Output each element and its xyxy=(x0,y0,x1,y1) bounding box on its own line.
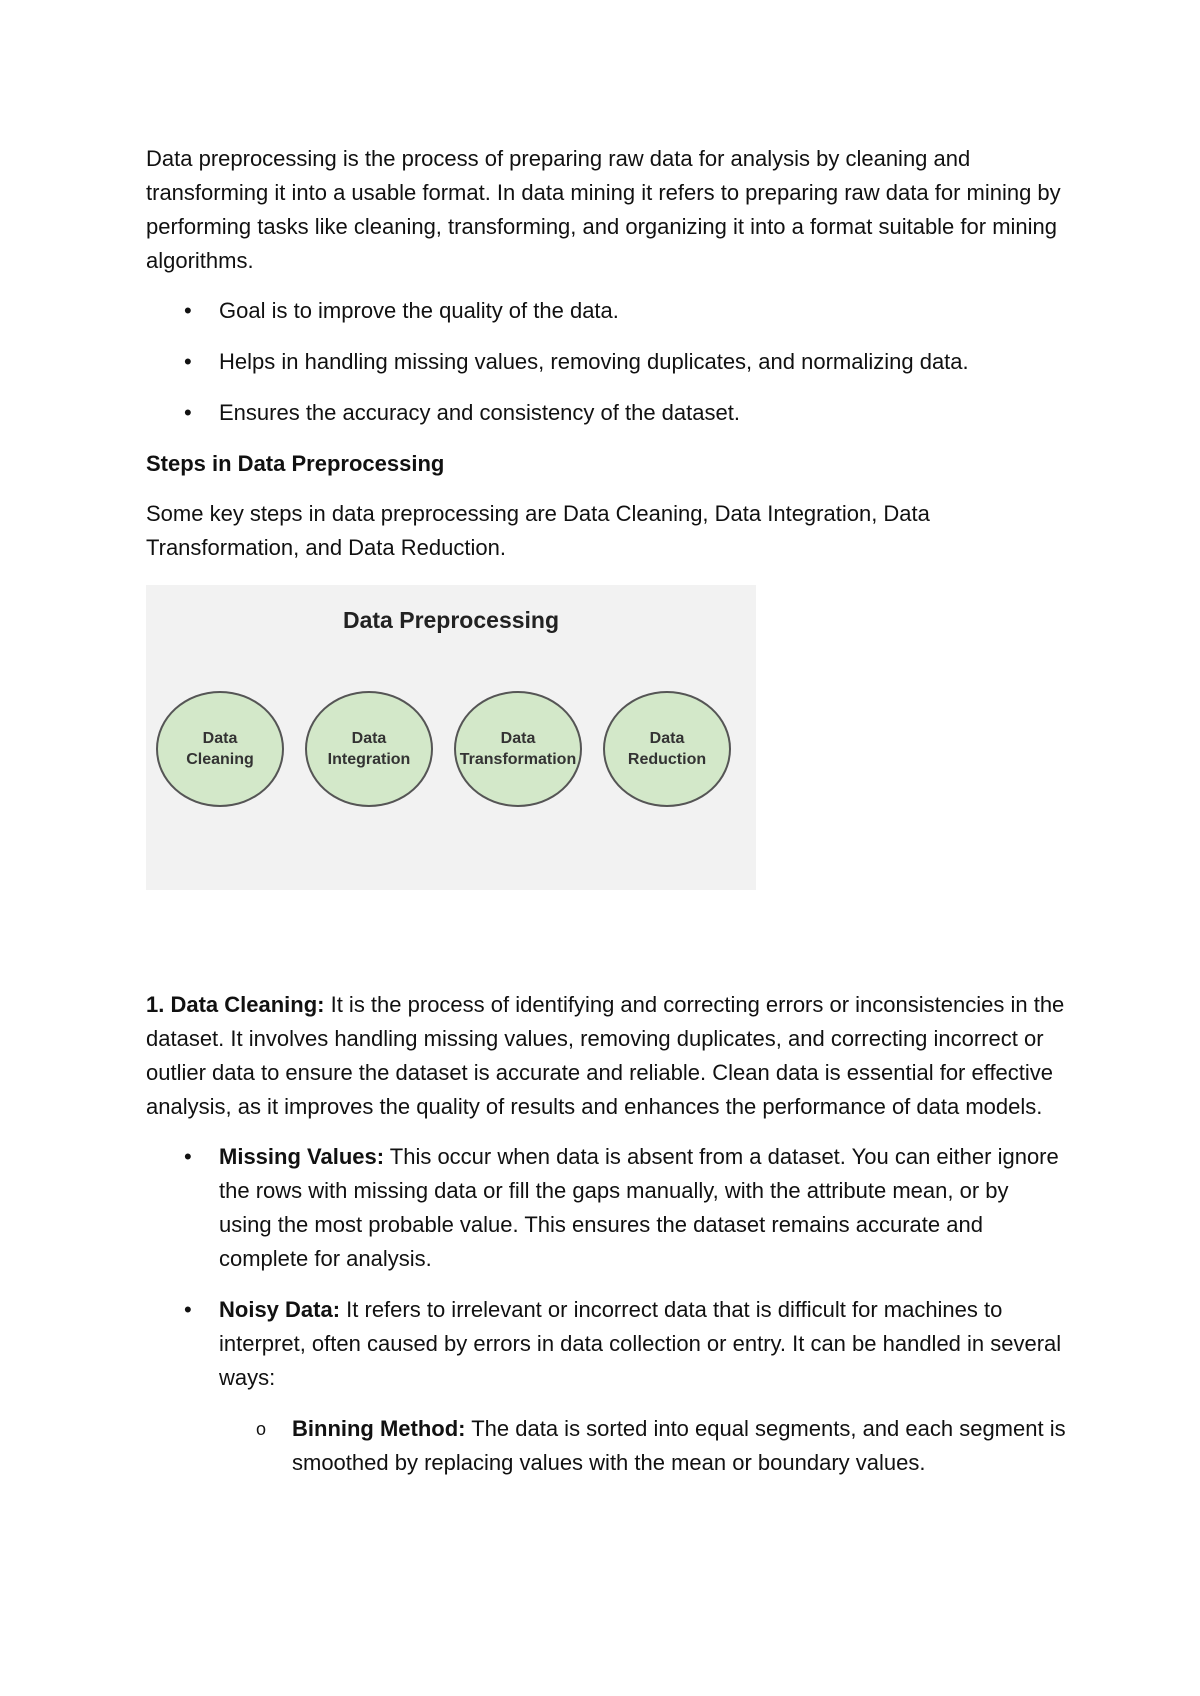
node-data-integration xyxy=(305,691,433,807)
cleaning-label: 1. Data Cleaning: xyxy=(146,992,325,1017)
cleaning-text: It is the process of identifying and correcting errors or inconsistencies in the dataset. It involves handling missing values, removing duplicates, and correcting incorrect or outlier data to ensure the dataset is accurate and reliable. Clean data is essential for effective analysis, as it improves the quality of results and enhances the performance of data models. xyxy=(146,992,1065,1119)
node-line: Integration xyxy=(327,751,411,768)
node-data-transformation xyxy=(454,691,582,807)
diagram-title: Data Preprocessing xyxy=(342,607,560,633)
intro-paragraph: Data preprocessing is the process of preparing raw data for analysis by cleaning and transforming it into a usable format. In data mining it refers to preparing raw data for mining by performing tasks like cleaning, transforming, and organizing it into a format suitable for mining algorithms. xyxy=(146,146,1061,273)
cleaning-paragraph xyxy=(146,988,1066,1124)
section-heading: Steps in Data Preprocessing xyxy=(146,451,445,476)
noisy-sub-bullet-list xyxy=(146,1412,1066,1480)
cleaning-bullet-list xyxy=(146,1140,1066,1395)
list-item xyxy=(146,345,1066,379)
circle-bullet-icon: o xyxy=(256,1419,267,1439)
list-item-label: Missing Values: xyxy=(219,1144,385,1169)
list-item-text: It refers to irrelevant or incorrect data that is difficult for machines to interpret, often caused by errors in data collection or entry. It can be handled in several ways: xyxy=(219,1297,1062,1390)
steps-paragraph: Some key steps in data preprocessing are Data Cleaning, Data Integration, Data Transformation, and Data Reduction. xyxy=(146,501,930,560)
node-line: Data xyxy=(649,730,685,747)
document-page xyxy=(146,142,1066,1497)
list-item xyxy=(146,396,1066,430)
list-item xyxy=(146,294,1066,328)
list-item-text: This occur when data is absent from a dataset. You can either ignore the rows with missing data or fill the gaps manually, with the attribute mean, or by using the most probable value. This ensures the dataset remains accurate and complete for analysis. xyxy=(219,1144,1059,1271)
bullet-icon: • xyxy=(184,400,192,425)
list-item-text: Ensures the accuracy and consistency of the dataset. xyxy=(219,400,740,425)
bullet-icon: • xyxy=(184,349,192,374)
list-item xyxy=(146,1412,1066,1480)
bullet-icon: • xyxy=(184,1144,192,1169)
bullet-icon: • xyxy=(184,298,192,323)
list-item-label: Noisy Data: xyxy=(219,1297,341,1322)
list-item-label: Binning Method: xyxy=(292,1416,466,1441)
node-data-reduction xyxy=(603,691,731,807)
node-data-cleaning xyxy=(156,691,284,807)
list-item xyxy=(146,1140,1066,1276)
node-line: Data xyxy=(202,730,238,747)
intro-bullet-list xyxy=(146,294,1066,430)
node-line: Data xyxy=(500,730,536,747)
list-item-text: Helps in handling missing values, removing duplicates, and normalizing data. xyxy=(219,349,969,374)
node-line: Cleaning xyxy=(186,751,254,768)
preprocessing-diagram xyxy=(146,585,756,890)
node-line: Reduction xyxy=(627,751,707,768)
bullet-icon: • xyxy=(184,1297,192,1322)
node-line: Data xyxy=(351,730,387,747)
node-line: Transformation xyxy=(459,751,577,768)
list-item xyxy=(146,1293,1066,1395)
list-item-text: The data is sorted into equal segments, and each segment is smoothed by replacing values with the mean or boundary values. xyxy=(292,1416,1066,1475)
list-item-text: Goal is to improve the quality of the data. xyxy=(219,298,619,323)
